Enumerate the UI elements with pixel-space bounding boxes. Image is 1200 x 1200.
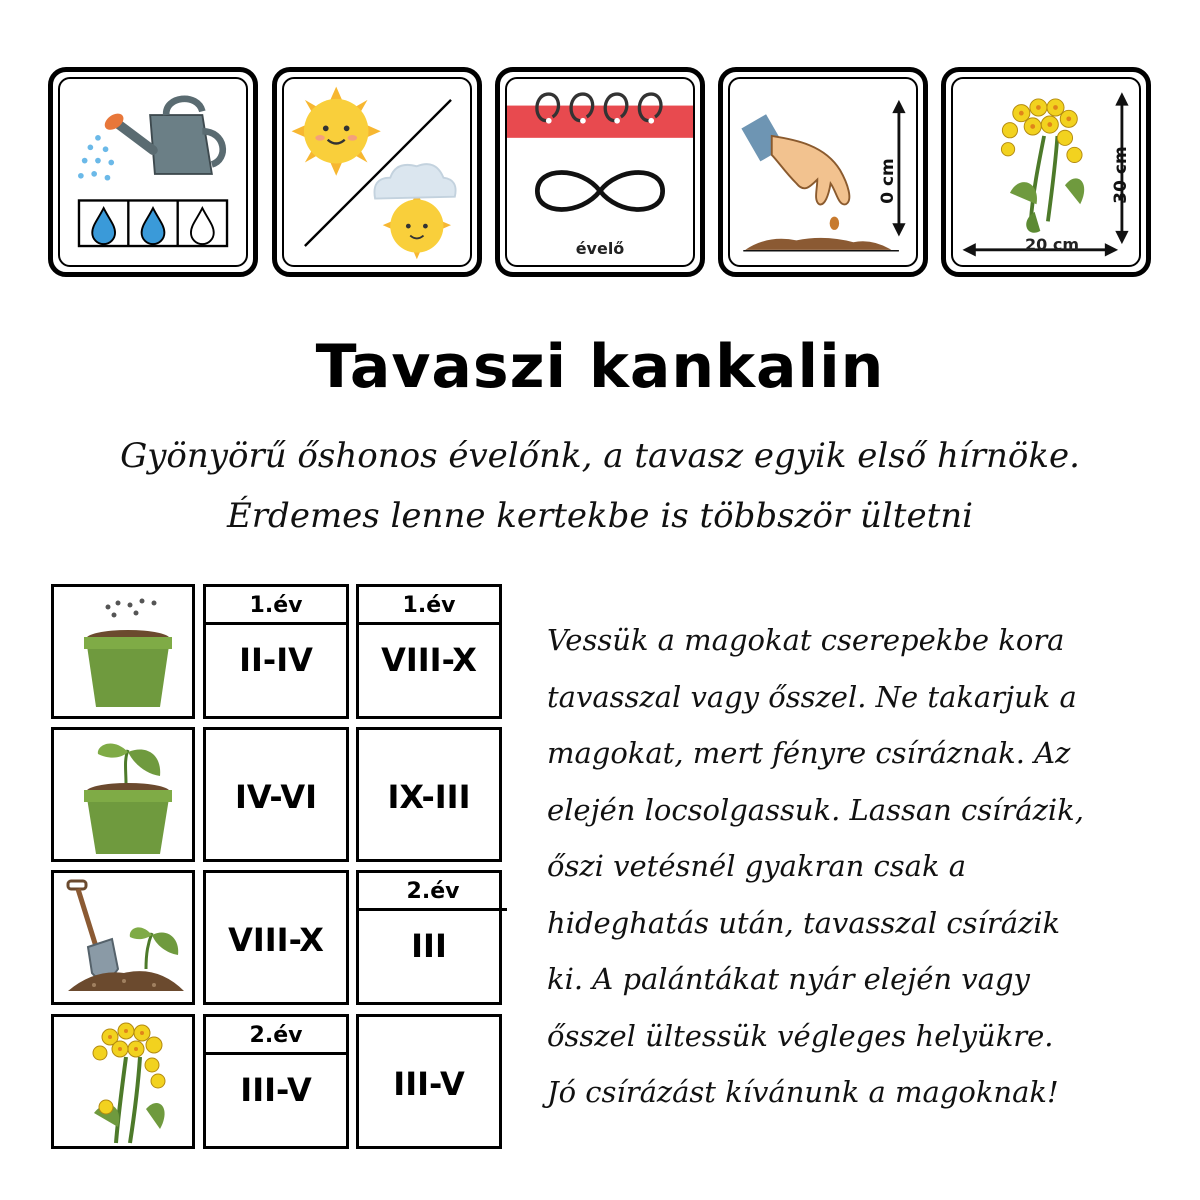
height-label: 30 cm (1111, 146, 1131, 204)
row-4-icon-cell (51, 1014, 195, 1149)
description-line: magokat, mert fényre csíráznak. Az (547, 736, 1071, 770)
row-4-col-2-cell (356, 1014, 502, 1149)
description-line: elején locsolgassuk. Lassan csírázik, (547, 792, 1084, 827)
period-label: II-IV (239, 641, 313, 679)
description-line: tavasszal vagy ősszel. Ne takarjuk a (547, 679, 1077, 714)
period-label: IV-VI (235, 778, 317, 816)
lifecycle-card (495, 67, 705, 277)
flowering-plant-icon (54, 1017, 192, 1146)
subtitle-line-2: Érdemes lenne kertekbe is többször ültetni (226, 496, 974, 536)
light-card (272, 67, 482, 277)
shovel-planting-icon (54, 873, 192, 1002)
year-label: 1.év (206, 587, 346, 625)
calendar-infinity-icon (507, 79, 693, 265)
period-label: III-V (393, 1065, 465, 1103)
row-1-col-2-cell (356, 584, 502, 719)
watering-card (48, 67, 258, 277)
period-label: III (411, 927, 447, 965)
row-2-col-2-cell (356, 727, 502, 862)
description-line: őszi vetésnél gyakran csak a (547, 849, 967, 883)
page-title: Tavaszi kankalin (315, 332, 885, 402)
subtitle-line-1: Gyönyörű őshonos évelőnk, a tavasz egyik első hírnöke. (120, 436, 1080, 476)
description-line: Jó csírázást kívánunk a magoknak! (547, 1075, 1059, 1109)
row-3-col-2-cell (356, 870, 502, 1005)
row-4-col-1-cell (203, 1014, 349, 1149)
year-label: 2.év (359, 873, 507, 911)
seeds-in-pot-icon (54, 587, 192, 716)
lifecycle-label: évelő (575, 239, 625, 258)
description-text (547, 612, 1187, 1121)
watering-can-icon (60, 79, 246, 265)
description-line: ki. A palántákat nyár elején vagy (547, 962, 1030, 996)
period-label: VIII-X (381, 641, 477, 679)
depth-label: 0 cm (878, 158, 898, 204)
description-line: hideghatás után, tavasszal csírázik (547, 905, 1061, 940)
period-label: VIII-X (228, 921, 324, 959)
description-line: ősszel ültessük végleges helyükre. (547, 1018, 1054, 1053)
year-label: 1.év (359, 587, 499, 625)
plant-size-card (941, 67, 1151, 277)
sowing-depth-card (718, 67, 928, 277)
row-1-icon-cell (51, 584, 195, 719)
period-label: III-V (240, 1071, 312, 1109)
description-line: Vessük a magokat cserepekbe kora (547, 623, 1065, 657)
row-2-icon-cell (51, 727, 195, 862)
width-label: 20 cm (1025, 235, 1079, 254)
row-1-col-1-cell (203, 584, 349, 719)
row-3-col-1-cell (203, 870, 349, 1005)
year-label: 2.év (206, 1017, 346, 1055)
row-3-icon-cell (51, 870, 195, 1005)
sun-and-cloud-icon (284, 79, 470, 265)
period-label: IX-III (387, 778, 471, 816)
row-2-col-1-cell (203, 727, 349, 862)
seedling-in-pot-icon (54, 730, 192, 859)
